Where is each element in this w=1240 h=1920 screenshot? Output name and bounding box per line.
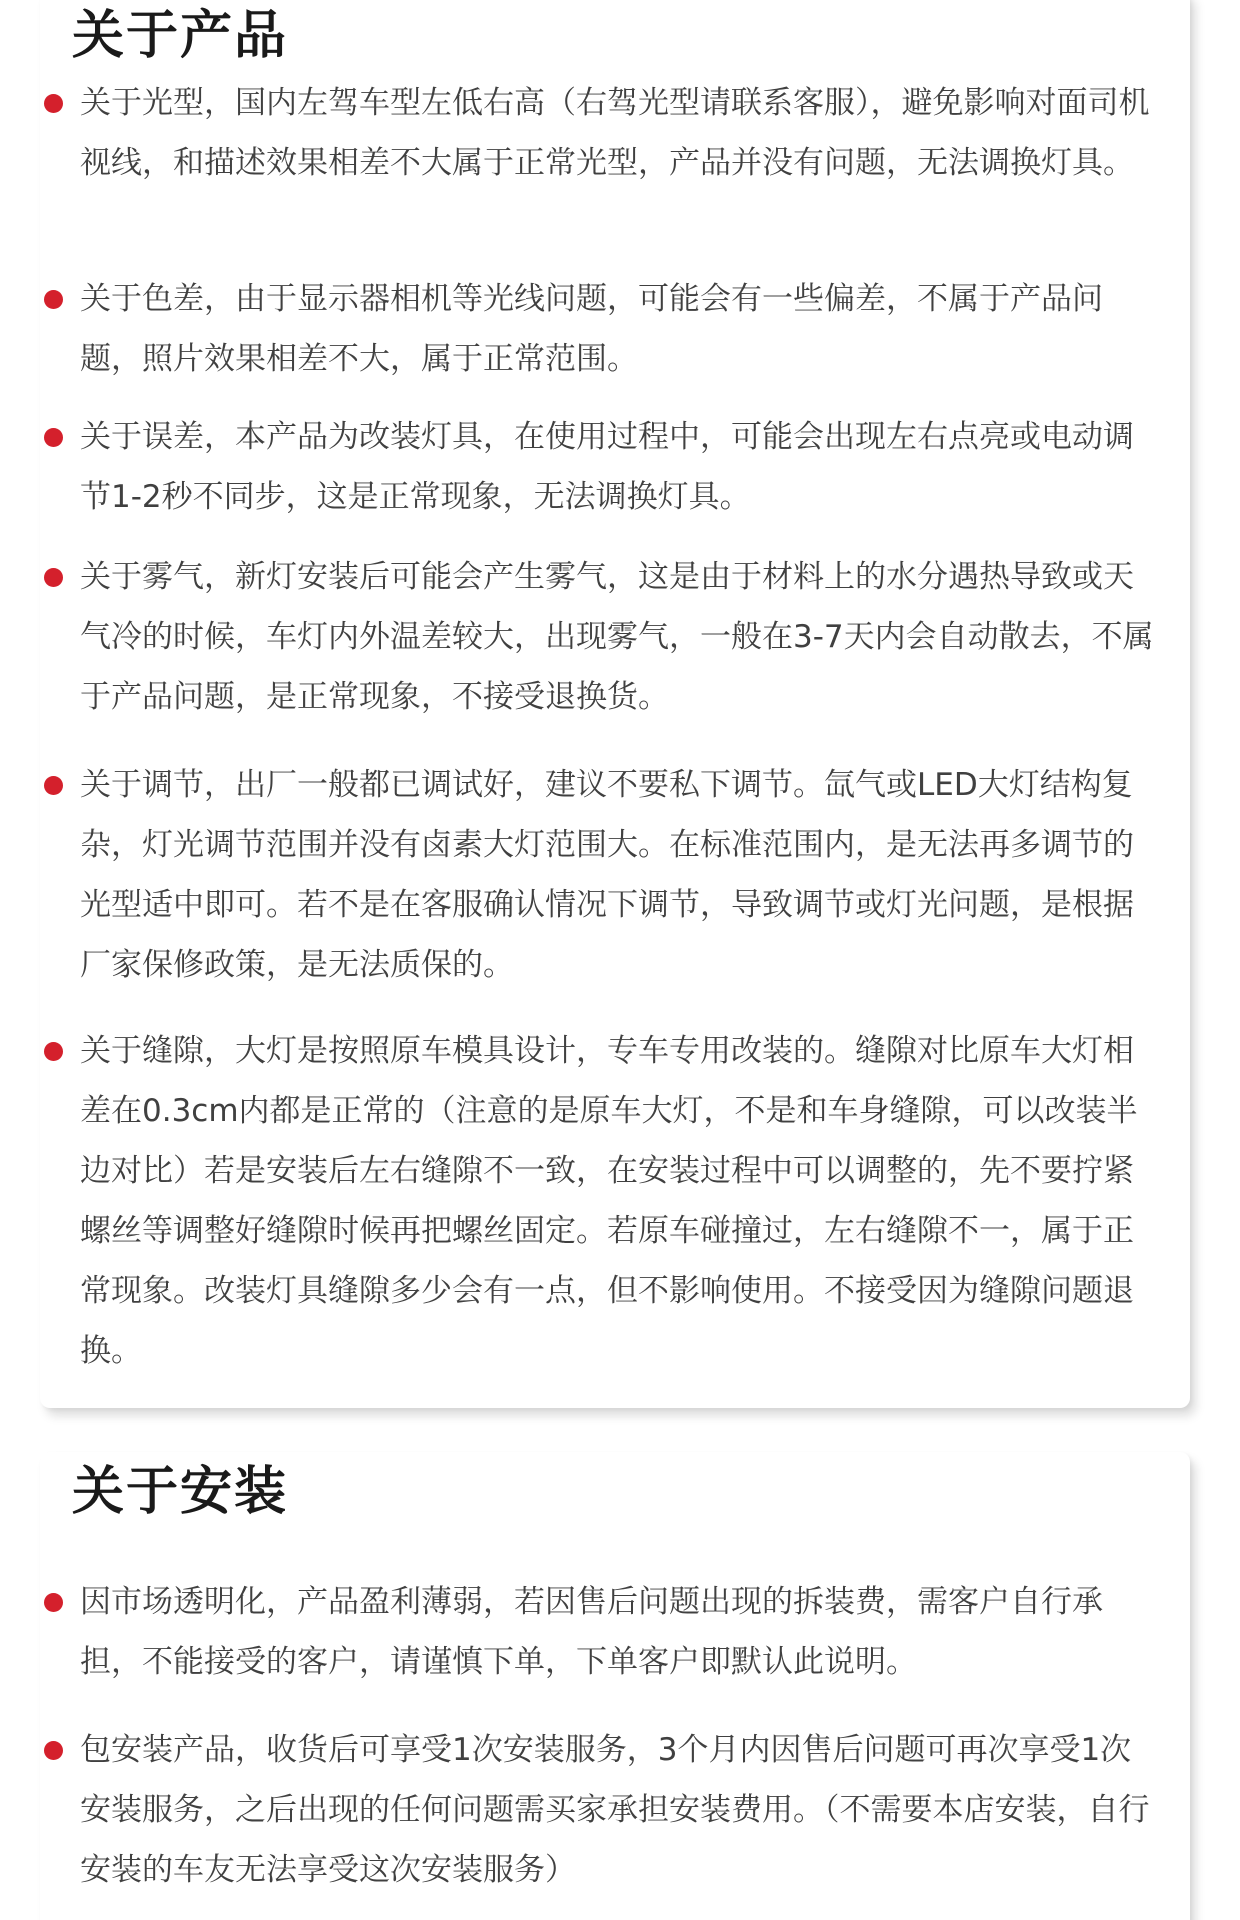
list-item-text: 关于色差，由于显示器相机等光线问题，可能会有一些偏差，不属于产品问题，照片效果相差不大，属于正常范围。: [80, 281, 1103, 377]
list-item-text: 关于雾气，新灯安装后可能会产生雾气，这是由于材料上的水分遇热导致或天气冷的时候，车灯内外温差较大，出现雾气，一般在3-7天内会自动散去，不属于产品问题，是正常现象，不接受退换货。: [80, 559, 1154, 715]
bullet-dot-icon: [44, 1593, 63, 1612]
list-item-text: 包安装产品，收货后可享受1次安装服务，3个月内因售后问题可再次享受1次安装服务，之后出现的任何问题需买家承担安装费用。（不需要本店安装，自行安装的车友无法享受这次安装服务）: [80, 1732, 1150, 1888]
bullet-dot-icon: [44, 1042, 63, 1061]
list-item-text: 关于误差，本产品为改装灯具，在使用过程中，可能会出现左右点亮或电动调节1-2秒不同步，这是正常现象，无法调换灯具。: [80, 419, 1134, 515]
list-item-text: 关于调节，出厂一般都已调试好，建议不要私下调节。氙气或LED大灯结构复杂，灯光调节范围并没有卤素大灯范围大。在标准范围内，是无法再多调节的光型适中即可。若不是在客服确认情况下调节，导致调节或灯光问题，是根据厂家保修政策，是无法质保的。: [80, 767, 1134, 983]
list-item-text: 关于光型，国内左驾车型左低右高（右驾光型请联系客服），避免影响对面司机视线，和描述效果相差不大属于正常光型，产品并没有问题，无法调换灯具。: [80, 85, 1150, 181]
bullet-dot-icon: [44, 428, 63, 447]
product-notes-card: [40, 0, 1190, 1408]
bullet-dot-icon: [44, 568, 63, 587]
list-item-text: 因市场透明化，产品盈利薄弱，若因售后问题出现的拆装费，需客户自行承担，不能接受的客户，请谨慎下单，下单客户即默认此说明。: [80, 1584, 1103, 1680]
section-title-products: 关于产品: [72, 6, 289, 66]
bullet-dot-icon: [44, 94, 63, 113]
section-title-install: 关于安装: [72, 1462, 289, 1522]
install-notes-card: [40, 1452, 1190, 1920]
bullet-dot-icon: [44, 1741, 63, 1760]
list-item-text: 关于缝隙，大灯是按照原车模具设计，专车专用改装的。缝隙对比原车大灯相差在0.3cm内都是正常的（注意的是原车大灯，不是和车身缝隙，可以改装半边对比）若是安装后左右缝隙不一致，在安装过程中可以调整的，先不要拧紧螺丝等调整好缝隙时候再把螺丝固定。若原车碰撞过，左右缝隙不一，属于正常现象。改装灯具缝隙多少会有一点，但不影响使用。不接受因为缝隙问题退换。: [80, 1033, 1138, 1369]
bullet-dot-icon: [44, 776, 63, 795]
bullet-dot-icon: [44, 290, 63, 309]
